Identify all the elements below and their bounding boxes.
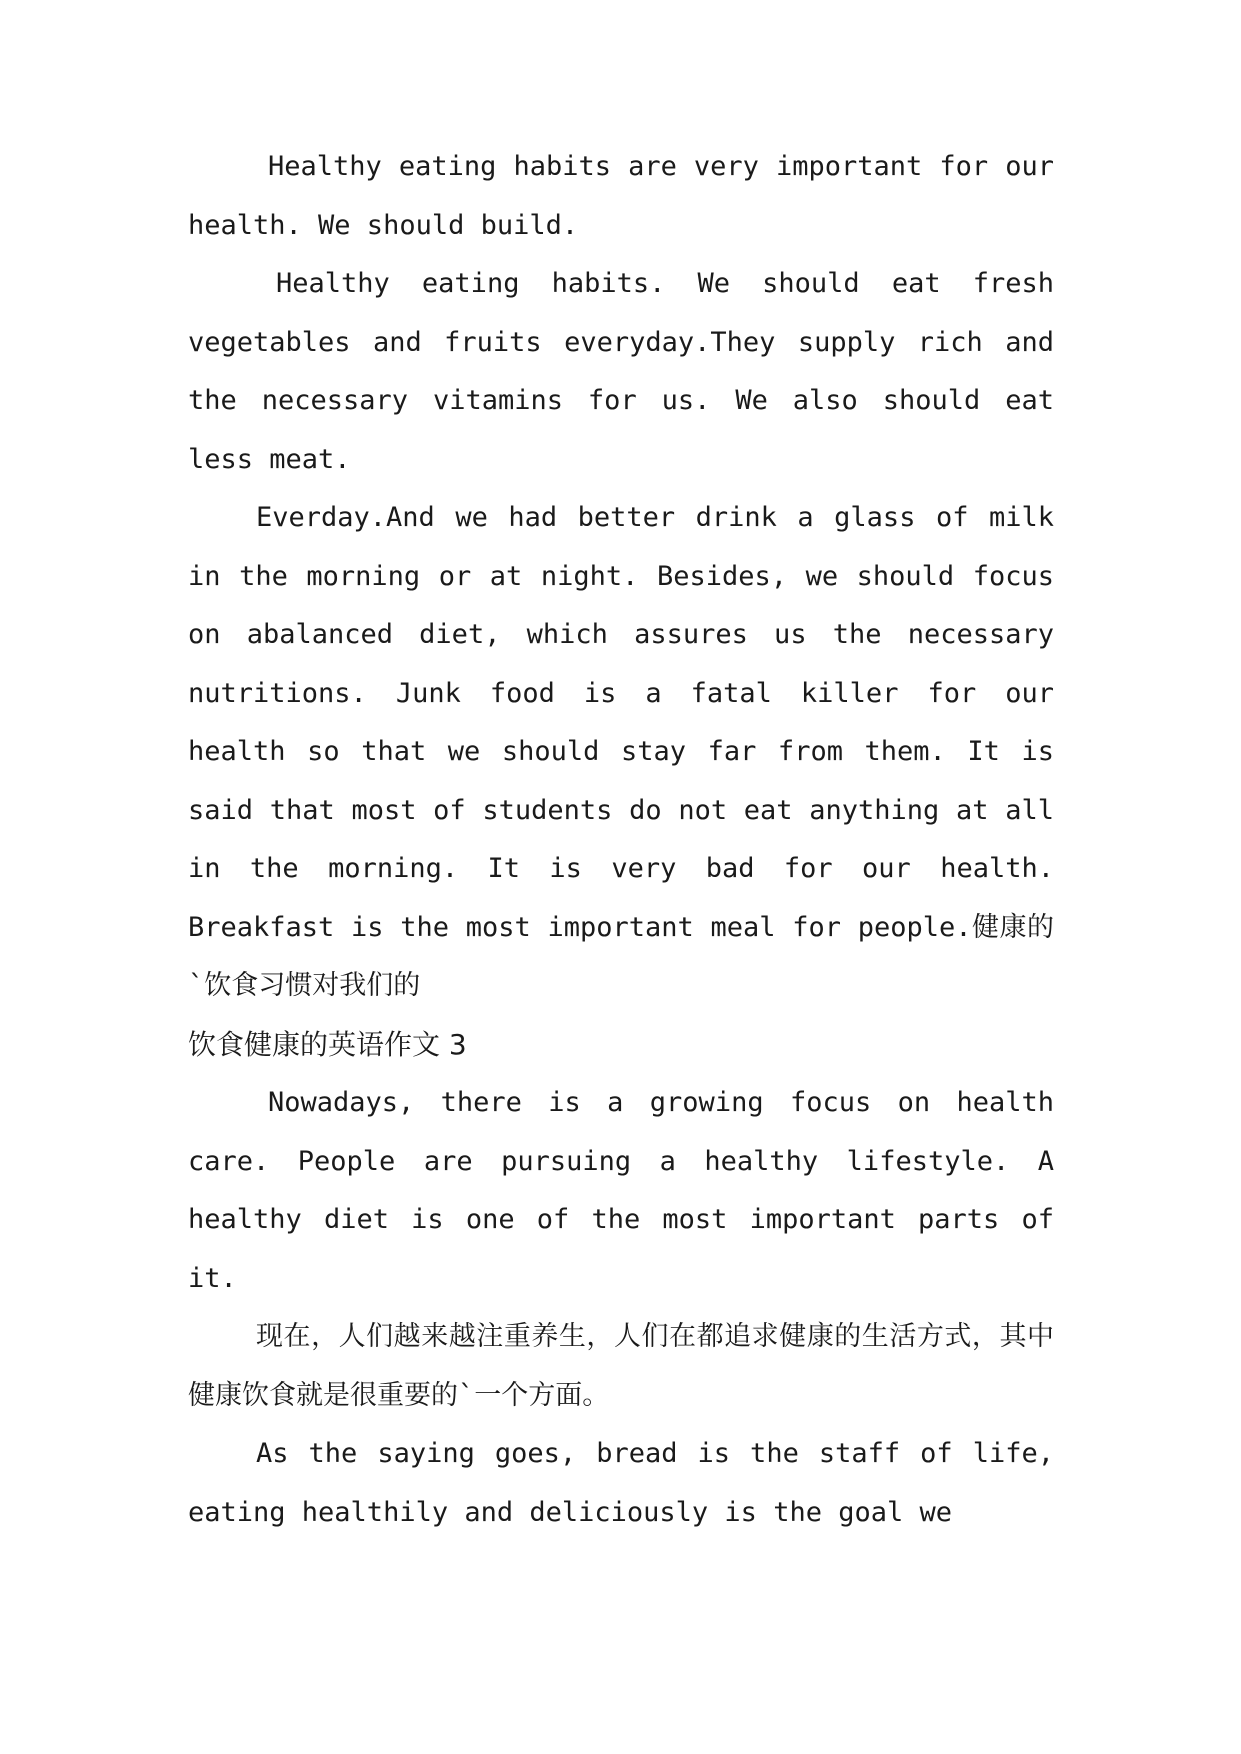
paragraph-2: Healthy eating habits. We should eat fresh vegetables and fruits everyday.They supply rich and the necessary vitamins for us. We also should eat less meat. [188, 268, 1054, 475]
paragraph-6: As the saying goes, bread is the staff of life, eating healthily and deliciously is the goal we [188, 1438, 1054, 1528]
paragraph-4: Nowadays, there is a growing focus on health care. People are pursuing a healthy lifestyle. A healthy diet is one of the most important parts of it. [188, 1087, 1054, 1294]
paragraph-1: Healthy eating habits are very important for our health. We should build. [188, 151, 1054, 241]
section-heading: 饮食健康的英语作文 3 [188, 1027, 467, 1061]
document-body [188, 138, 1054, 1542]
paragraph-5: 现在，人们越来越注重养生，人们在都追求健康的生活方式，其中健康饮食就是很重要的`一个方面。 [188, 1321, 1054, 1411]
paragraph-3: Everday.And we had better drink a glass of milk in the morning or at night. Besides, we should focus on abalanced diet, which assures us the necessary nutritions. Junk food is a fatal killer for our health so that we should stay far from them. It is said that most of students do not eat anything at all in the morning. It is very bad for our health. Breakfast is the most important meal for people.健康的`饮食习惯对我们的 [188, 502, 1054, 1001]
